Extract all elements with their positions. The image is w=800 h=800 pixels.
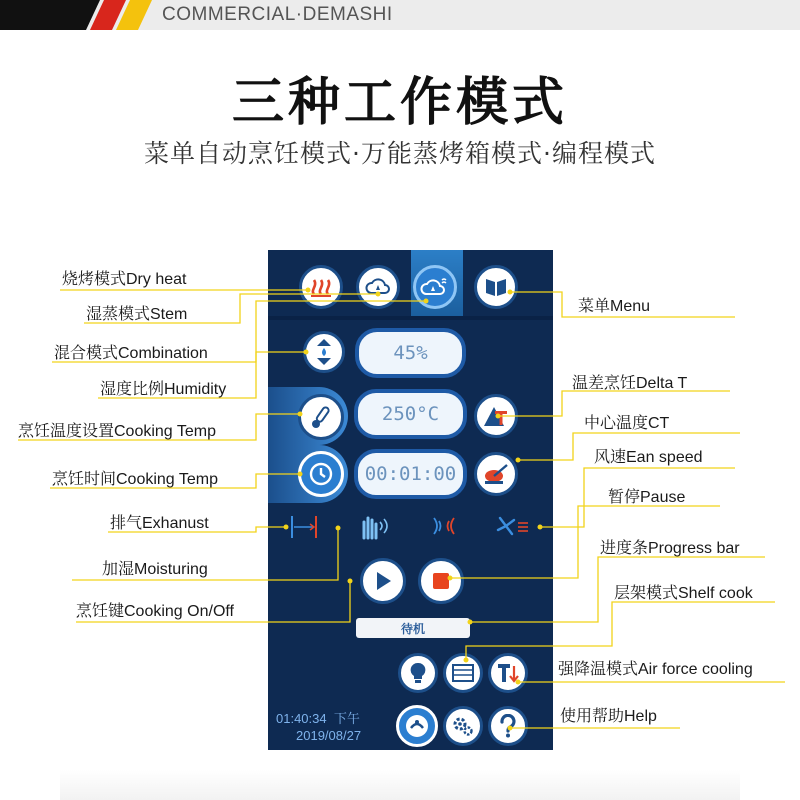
progress-status-bar[interactable]: 待机 xyxy=(356,618,470,638)
light-button[interactable] xyxy=(398,653,438,693)
label-shelf-cook: 层架模式Shelf cook xyxy=(614,585,753,602)
clock-time: 01:40:34 xyxy=(276,711,327,726)
humidity-adjust-button[interactable] xyxy=(303,331,345,373)
label-cooking-time: 烹饪时间Cooking Temp xyxy=(52,471,218,488)
air-cooling-button[interactable] xyxy=(488,653,528,693)
steam-button[interactable] xyxy=(356,265,400,309)
label-ct: 中心温度CT xyxy=(584,415,670,432)
dry-heat-button[interactable] xyxy=(299,265,343,309)
footer-shadow xyxy=(60,770,740,800)
label-menu: 菜单Menu xyxy=(578,298,651,315)
menu-button[interactable] xyxy=(474,265,518,309)
shelf-cook-button[interactable] xyxy=(443,653,483,693)
label-humidity: 湿度比例Humidity xyxy=(100,381,227,398)
clock-ampm: 下午 xyxy=(333,711,360,726)
label-cooking-onoff: 烹饪键Cooking On/Off xyxy=(76,603,234,620)
timer-icon xyxy=(308,461,334,487)
stop-icon xyxy=(431,571,451,591)
fan-speed-icon[interactable] xyxy=(494,514,534,538)
label-help: 使用帮助Help xyxy=(560,708,657,725)
label-progress-bar: 进度条Progress bar xyxy=(600,540,740,557)
brand-stripes xyxy=(0,0,160,30)
time-display[interactable]: 00:01:00 xyxy=(354,449,467,499)
thermometer-icon xyxy=(308,404,334,430)
delta-t-button[interactable] xyxy=(474,394,518,438)
label-pause: 暂停Pause xyxy=(608,489,686,506)
settings-gears-icon xyxy=(451,714,475,738)
menu-book-icon xyxy=(484,276,508,298)
help-button[interactable] xyxy=(488,706,528,746)
cloud-steam-icon xyxy=(364,275,392,299)
label-combination: 混合模式Combination xyxy=(54,345,208,362)
fan-icon[interactable] xyxy=(426,514,462,538)
cooking-start-button[interactable] xyxy=(360,558,406,604)
label-air-cooling: 强降温模式Air force cooling xyxy=(558,661,753,678)
panel-clock xyxy=(276,710,392,746)
label-moisturing: 加湿Moisturing xyxy=(102,561,208,578)
core-temp-button[interactable] xyxy=(474,452,518,496)
page-title: 三种工作模式 xyxy=(231,73,568,133)
cooling-icon xyxy=(496,662,520,684)
settings-button[interactable] xyxy=(443,706,483,746)
clock-date: 2019/08/27 xyxy=(296,728,362,743)
help-icon xyxy=(498,714,518,738)
page-subtitle: 菜单自动烹饪模式·万能蒸烤箱模式·编程模式 xyxy=(144,139,656,168)
cloud-combi-icon xyxy=(420,275,450,299)
shelf-icon xyxy=(451,663,475,683)
humidity-display[interactable]: 45% xyxy=(355,328,466,378)
time-set-button[interactable] xyxy=(298,451,344,497)
combination-button[interactable] xyxy=(413,265,457,309)
label-steam: 湿蒸模式Stem xyxy=(86,306,188,323)
updown-arrows-icon xyxy=(313,337,335,367)
play-icon xyxy=(372,570,394,592)
label-exhaust: 排气Exhanust xyxy=(110,515,209,532)
clean-icon xyxy=(403,712,431,740)
heat-waves-icon xyxy=(308,274,334,300)
clean-button[interactable] xyxy=(396,705,438,747)
core-probe-icon xyxy=(482,462,510,486)
label-cooking-temp: 烹饪温度设置Cooking Temp xyxy=(18,423,216,440)
exhaust-icon[interactable] xyxy=(286,514,322,540)
panel-divider xyxy=(268,316,553,320)
label-delta-t: 温差烹饪Delta T xyxy=(572,375,688,392)
pause-stop-button[interactable] xyxy=(418,558,464,604)
moisture-icon[interactable] xyxy=(356,512,392,540)
brand-name: COMMERCIAL·DEMASHI xyxy=(162,4,393,25)
temp-set-button[interactable] xyxy=(298,394,344,440)
light-bulb-icon xyxy=(408,661,428,685)
temp-display[interactable]: 250°C xyxy=(354,389,467,439)
delta-t-icon xyxy=(482,404,510,428)
label-dry-heat: 烧烤模式Dry heat xyxy=(62,271,187,288)
label-fan-speed: 风速Ean speed xyxy=(594,449,703,466)
